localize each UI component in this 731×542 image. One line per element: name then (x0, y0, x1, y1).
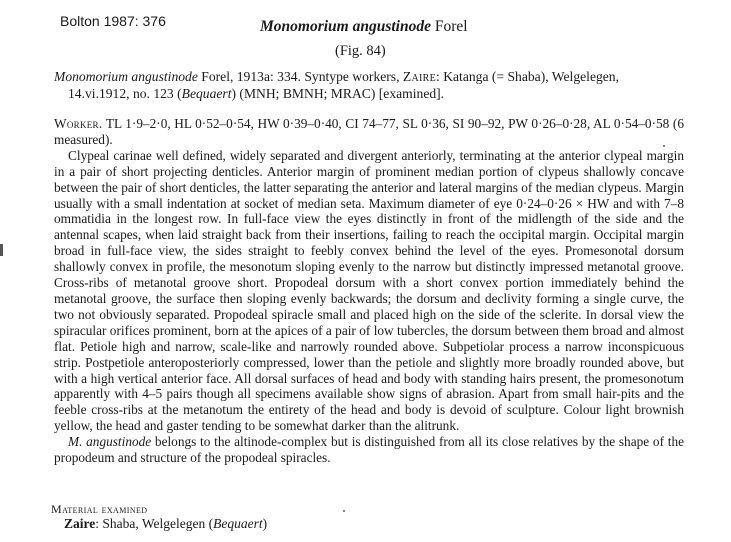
citation-label: Bolton 1987: 376 (60, 13, 166, 29)
worker-description: Clypeal carinae well defined, widely separated and divergent anteriorly, terminating at the anterior clypeal margin in a pair of short projecting denticles. Anterior margin of prominent median portion of clypeus shallowly concave between the pair of short denticles, the latter separating the anterior and lateral margins of the median clypeus. Margin usually with a small indentation at socket of median seta. Maximum diameter of eye 0·24–0·26 × HW and with 7–8 ommatidia in the longest row. In full-face view the eyes distinctly in front of the midlength of the side and the antennal scapes, when laid straight back from their insertions, failing to reach the occipital margin. Occipital margin broad in full-face view, the sides straight to feebly convex behind the level of the eyes. Promesonotal dorsum shallowly convex in profile, the mesonotum sloping evenly to the narrow but distinctly impressed metanotal groove. Cross-ribs of metanotal groove short. Propodeal dorsum with a short convex portion immediately behind the metanotal groove, the surface then sloping evenly backwards; the dorsum and declivity forming a single curve, the two not obviously separated. Propodeal spiracle small and placed high on the side of the sclerite. In dorsal view the spiracular orifices prominent, born at the apices of a pair of low tubercles, the dorsum between them broad and almost flat. Petiole high and narrow, scale-like and narrowly rounded above. Subpetiolar process a narrow inconspicuous strip. Postpetiole anteroposteriorly compressed, lower than the petiole and slightly more broadly rounded above, but with a high vertical anterior face. All dorsal surfaces of head and body with standing hairs present, the promesonotum apparently with 4–5 pairs though all specimens available show signs of abrasion. Apart from small hair-pits and the feeble cross-ribs at the metanotum the entirety of the head and body is devoid of sculpture. Colour light brownish yellow, the head and gaster tending to be somewhat darker than the alitrunk. (54, 147, 684, 434)
material-close: ) (262, 516, 268, 531)
material-locality: : Shaba, Welgelegen ( (95, 516, 214, 531)
species-title-name: Monomorium angustinode (260, 18, 431, 35)
material-collector: Bequaert (213, 516, 263, 531)
worker-label: Worker. (54, 116, 103, 131)
figure-reference: (Fig. 84) (335, 43, 386, 59)
remark-text: belongs to the altinode-complex but is distinguished from all its close relatives by the shape of the propodeum and structure of the propodeal spiracles. (54, 434, 684, 466)
material-entry (64, 516, 267, 532)
scan-edge-mark (0, 244, 3, 256)
scan-speck (343, 510, 345, 512)
worker-measurements: TL 1·9–2·0, HL 0·52–0·54, HW 0·39–0·40, CI 74–77, SL 0·36, SI 90–92, PW 0·26–0·28, AL 0·54–0·58 (6 measured). (54, 116, 684, 147)
synonymy-country: Zaire (402, 69, 437, 84)
description-body (54, 116, 684, 466)
species-title (260, 18, 468, 36)
synonymy-collector: Bequaert (181, 86, 232, 101)
synonymy-date: 14.vi.1912, no. 123 ( (68, 86, 182, 101)
remark-species: M. angustinode (68, 434, 152, 450)
synonymy-continuation (54, 85, 684, 102)
synonymy-locality: : Katanga (= Shaba), Welgelegen, (436, 69, 620, 84)
material-heading: Material examined (51, 502, 148, 516)
synonymy-entry (54, 68, 684, 102)
remark-paragraph (54, 434, 684, 466)
material-country: Zaire (64, 516, 96, 531)
worker-measurements-paragraph (54, 116, 684, 148)
synonymy-depositories: ) (MNH; BMNH; MRAC) [examined]. (231, 86, 445, 101)
synonymy-species: Monomorium angustinode (54, 69, 198, 84)
synonymy-text: Forel, 1913a: 334. Syntype workers, (197, 69, 403, 84)
species-title-author: Forel (434, 18, 468, 35)
